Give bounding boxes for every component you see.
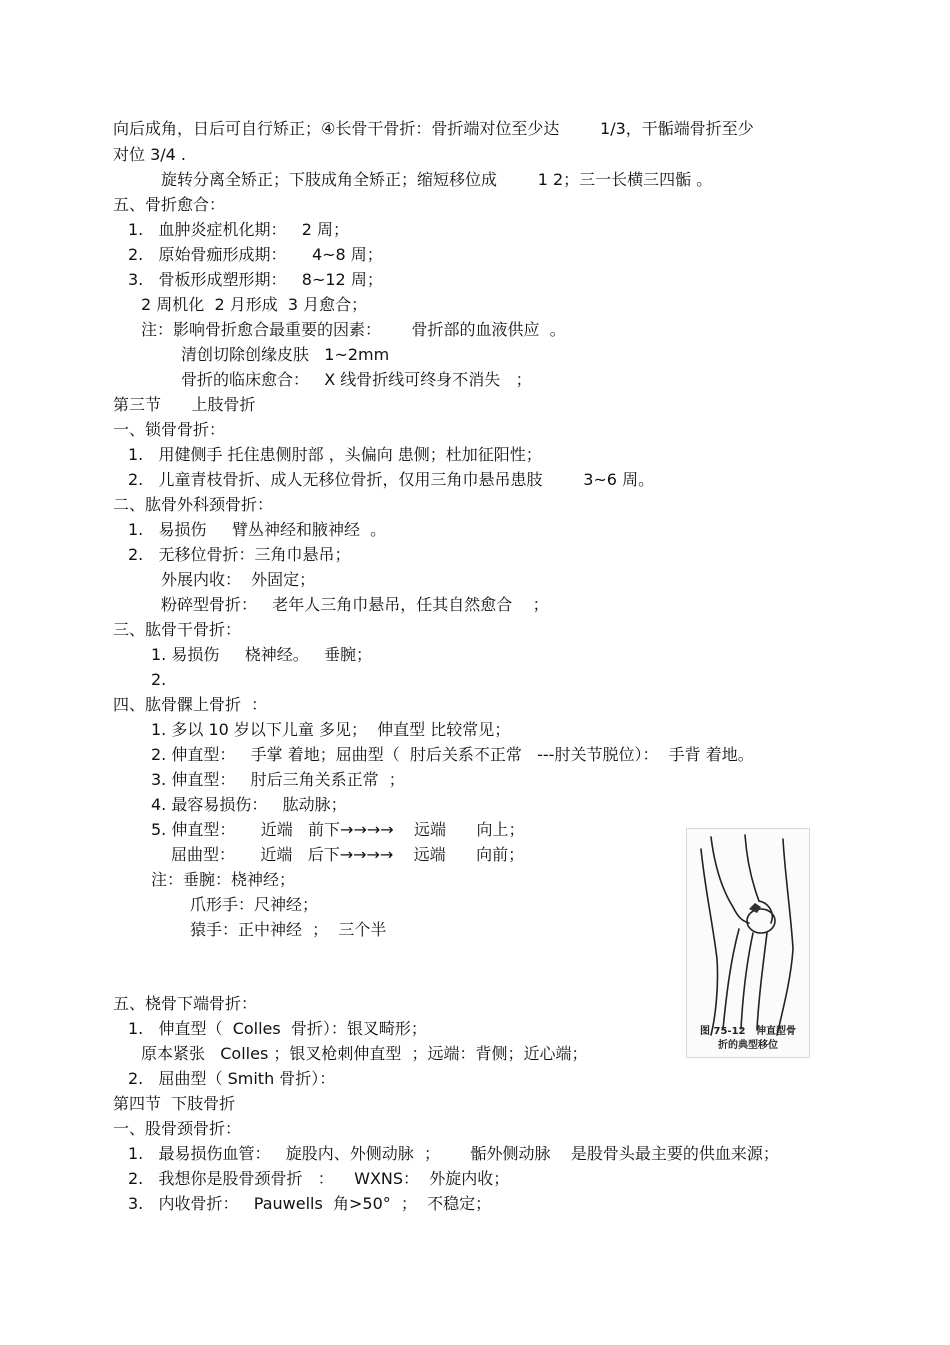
text-line: 原本紧张 Colles ；银叉枪刺伸直型 ；远端：背侧；近心端； [141, 1044, 588, 1063]
text-line: 屈曲型： 近端 后下→→→→ 远端 向前； [171, 845, 525, 864]
text-line: 3. 骨板形成塑形期： 8~12 周； [128, 270, 383, 289]
figure-caption-line-2: 折的典型移位 [718, 1040, 778, 1051]
text-line: 一、锁骨骨折： [113, 420, 226, 439]
text-line: 2. [151, 670, 167, 689]
text-line: 粉碎型骨折： 老年人三角巾悬吊，任其自然愈合 ； [161, 595, 549, 614]
text-line: 5. 伸直型： 近端 前下→→→→ 远端 向上； [151, 820, 525, 839]
text-line: 3. 伸直型： 肘后三角关系正常 ； [151, 770, 405, 789]
text-line: 第四节 下肢骨折 [113, 1094, 236, 1113]
fracture-figure [686, 828, 810, 1058]
text-line: 猿手：正中神经 ； 三个半 [190, 920, 387, 939]
text-line: 2. 我想你是股骨颈骨折 ： WXNS： 外旋内收； [128, 1169, 510, 1188]
figure-caption-line-1: 图 75-12 伸直型骨 [700, 1026, 796, 1037]
text-line: 外展内收： 外固定； [161, 570, 316, 589]
text-line: 2. 儿童青枝骨折、成人无移位骨折，仅用三角巾悬吊患肢 3~6 周。 [128, 470, 655, 489]
text-line: 注：影响骨折愈合最重要的因素： 骨折部的血液供应 。 [141, 320, 566, 339]
text-line: 1. 易损伤 臂丛神经和腋神经 。 [128, 520, 387, 539]
text-line: 向后成角，日后可自行矫正；④长骨干骨折：骨折端对位至少达 1/3，干骺端骨折至少 [113, 119, 754, 138]
text-line: 注：垂腕：桡神经； [151, 870, 296, 889]
text-line: 2. 伸直型： 手掌 着地；屈曲型（ 肘后关系不正常 ---肘关节脱位）： 手背 着地。 [151, 745, 754, 764]
text-line: 2. 无移位骨折：三角巾悬吊； [128, 545, 351, 564]
text-line: 2. 屈曲型（ Smith 骨折）： [128, 1069, 336, 1088]
text-line: 爪形手：尺神经； [190, 895, 319, 914]
text-line: 1. 易损伤 桡神经。 垂腕； [151, 645, 373, 664]
text-line: 五、桡骨下端骨折： [113, 994, 258, 1013]
text-line: 1. 用健侧手 托住患侧肘部 ，头偏向 患侧；杜加征阳性； [128, 445, 542, 464]
text-line: 1. 血肿炎症机化期： 2 周； [128, 220, 350, 239]
text-line: 一、股骨颈骨折： [113, 1119, 242, 1138]
text-line: 四、肱骨髁上骨折 ： [113, 695, 268, 714]
text-line: 清创切除创缘皮肤 1~2mm [181, 345, 390, 364]
text-line: 3. 内收骨折： Pauwells 角>50° ； 不稳定； [128, 1194, 492, 1213]
text-line: 1. 多以 10 岁以下儿童 多见； 伸直型 比较常见； [151, 720, 511, 739]
text-line: 五、骨折愈合： [113, 195, 226, 214]
text-line: 1. 最易损伤血管： 旋股内、外侧动脉 ； 骺外侧动脉 是股骨头最主要的供血来源； [128, 1144, 779, 1163]
text-line: 2. 原始骨痂形成期： 4~8 周； [128, 245, 383, 264]
text-line: 第三节 上肢骨折 [113, 395, 256, 414]
text-line: 2 周机化 2 月形成 3 月愈合； [141, 295, 368, 314]
text-line: 骨折的临床愈合： X 线骨折线可终身不消失 ； [181, 370, 532, 389]
text-line: 1. 伸直型（ Colles 骨折）：银叉畸形； [128, 1019, 427, 1038]
text-line: 二、肱骨外科颈骨折： [113, 495, 274, 514]
text-line: 对位 3/4 . [113, 145, 187, 164]
text-line: 旋转分离全矫正；下肢成角全矫正；缩短移位成 1 2；三一长横三四骺 。 [161, 170, 713, 189]
text-line: 三、肱骨干骨折： [113, 620, 242, 639]
text-line: 4. 最容易损伤： 肱动脉； [151, 795, 347, 814]
elbow-fracture-illustration [687, 829, 809, 1057]
